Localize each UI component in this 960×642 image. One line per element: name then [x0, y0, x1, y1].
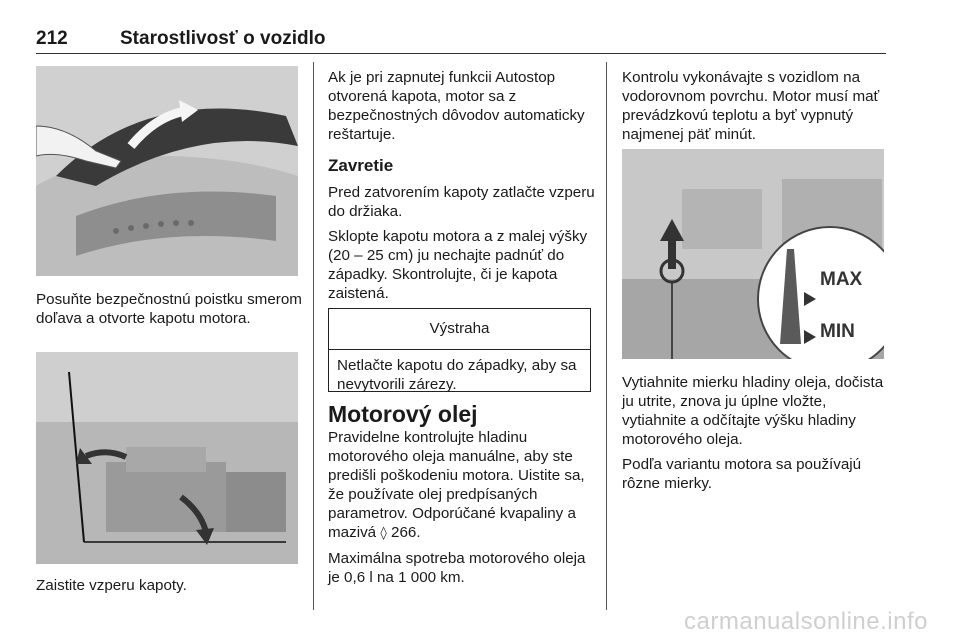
page-header [36, 24, 886, 54]
hood-opening-illustration [36, 66, 298, 276]
dipstick-min-label: MIN [820, 321, 855, 342]
warning-box [328, 308, 591, 392]
closing-heading: Zavretie [328, 156, 394, 175]
closing-paragraph-1: Pred zatvorením kapoty zatlačte vzperu do držiaka. [328, 184, 595, 220]
oil-section [328, 400, 596, 587]
figure-hood-prop [36, 352, 298, 564]
column-divider-1 [313, 62, 314, 610]
oil-paragraph-1 [328, 428, 596, 543]
column-2 [328, 68, 596, 303]
warning-title: Výstraha [329, 309, 590, 350]
closing-paragraph-2: Sklopte kapotu motora a z malej výšky (20 – 25 cm) ju nechajte padnúť do západky. Skontrolujte, či je kapota zaistená. [328, 228, 588, 302]
figure-dipstick [622, 149, 884, 359]
page-reference-icon: ◊ [380, 526, 387, 541]
page-title: Starostlivosť o vozidlo [120, 28, 326, 49]
dipstick-max-label: MAX [820, 269, 863, 290]
watermark: carmanualsonline.info [684, 608, 928, 635]
autostop-paragraph: Ak je pri zapnutej funkcii Autostop otvorená kapota, motor sa z bezpečnostných dôvodov automaticky reštartuje. [328, 69, 585, 143]
column-divider-2 [606, 62, 607, 610]
page-reference-link[interactable]: 266. [391, 524, 421, 541]
section-heading-oil: Motorový olej [328, 401, 478, 427]
oil-paragraph-2: Maximálna spotreba motorového oleja je 0,6 l na 1 000 km. [328, 550, 586, 586]
header-rule [36, 53, 886, 54]
page-number: 212 [36, 28, 68, 49]
hood-prop-illustration [36, 352, 298, 564]
caption-hood: Posuňte bezpečnostnú poistku smerom doľava a otvorte kapotu motora. [36, 291, 302, 327]
check-paragraph: Kontrolu vykonávajte s vozidlom na vodorovnom povrchu. Motor musí mať prevádzkovú teplotu a byť vypnutý najmenej päť minút. [622, 69, 880, 143]
figure-hood-opening [36, 66, 298, 276]
warning-body: Netlačte kapotu do západky, aby sa nevytvorili zárezy. [337, 357, 577, 393]
dipstick-paragraph: Vytiahnite mierku hladiny oleja, dočista ju utrite, znova ju úplne vložte, vytiahnite a odčítajte výšku hladiny motorového oleja. [622, 374, 884, 448]
oil-paragraph-1-text: Pravidelne kontrolujte hladinu motorového oleja manuálne, aby ste predišli poškodeniu motora. Uistite sa, že používate olej predpísaných parametrov. Odporúčané kvapaliny a mazivá [328, 429, 585, 541]
column-3-bottom [622, 373, 890, 493]
variant-paragraph: Podľa variantu motora sa používajú rôzne mierky. [622, 456, 862, 492]
caption-prop: Zaistite vzperu kapoty. [36, 577, 187, 594]
